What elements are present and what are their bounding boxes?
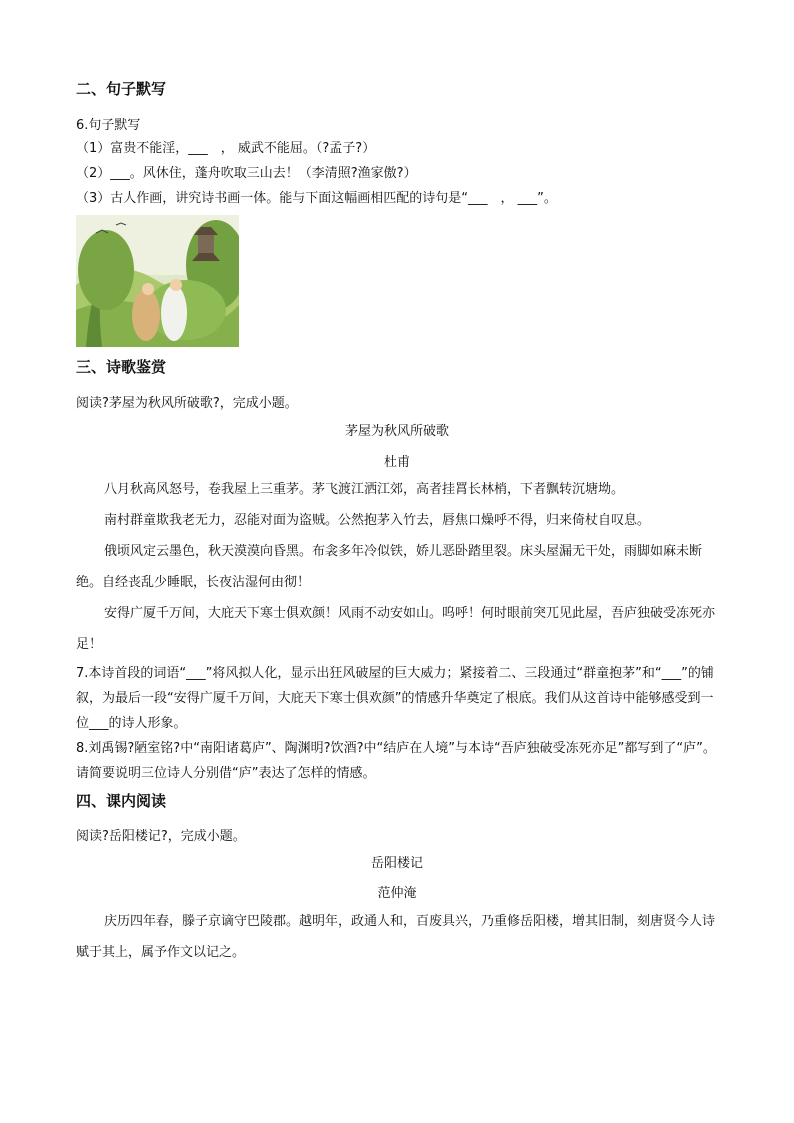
painting-illustration [76, 215, 239, 347]
poem-stanza-2: 南村群童欺我老无力，忍能对面为盗贼。公然抱茅入竹去，唇焦口燥呼不得，归来倚杖自叹息。 [104, 513, 651, 528]
poem-stanza-1: 八月秋高风怒号，卷我屋上三重茅。茅飞渡江洒江郊，高者挂罥长林梢，下者飘转沉塘坳。 [104, 482, 625, 497]
text-paragraph-1: 庆历四年春，滕子京谪守巴陵郡。越明年，政通人和，百废具兴，乃重修岳阳楼，增其旧制，刻唐贤今人诗赋于其上，属予作文以记之。 [76, 914, 716, 960]
question-6-item-2: （2）___。风休住，蓬舟吹取三山去！（李清照?渔家傲?） [76, 166, 417, 181]
poem-stanza-4: 安得广厦千万间，大庇天下寒士俱欢颜！风雨不动安如山。呜呼！何时眼前突兀见此屋，吾庐独破受冻死亦足！ [76, 606, 716, 652]
reading-instruction: 阅读?茅屋为秋风所破歌?，完成小题。 [76, 396, 298, 411]
section-heading-sentence-dictation: 二、句子默写 [76, 80, 167, 98]
poem-title: 茅屋为秋风所破歌 [344, 424, 449, 439]
poem-stanza-3: 俄顷风定云墨色，秋天漠漠向昏黑。布衾多年冷似铁，娇儿恶卧踏里裂。床头屋漏无干处，雨脚如麻未断绝。自经丧乱少睡眠，长夜沾湿何由彻！ [76, 544, 703, 590]
question-7: 7.本诗首段的词语“___”将风拟人化，显示出狂风破屋的巨大威力；紧接着二、三段通过“群童抱茅”和“___”的铺叙，为最后一段“安得广厦千万间，大庇天下寒士俱欢颜”的情感升华奠定了根底。我们从这首诗中能够感受到一位___的诗人形象。 [76, 666, 714, 731]
question-8: 8.刘禹锡?陋室铭?中“南阳诸葛庐”、陶渊明?饮酒?中“结庐在人境”与本诗“吾庐独破受冻死亦足”都写到了“庐”。请简要说明三位诗人分别借“庐”表达了怎样的情感。 [76, 741, 716, 781]
text-title: 岳阳楼记 [370, 856, 423, 871]
text-author: 范仲淹 [377, 886, 417, 901]
section-heading-in-class-reading: 四、课内阅读 [76, 792, 167, 810]
reading-instruction-2: 阅读?岳阳楼记?，完成小题。 [76, 829, 246, 844]
question-6-item-3: （3）古人作画，讲究诗书画一体。能与下面这幅画相匹配的诗句是“___ ， ___”。 [76, 191, 557, 206]
poem-author: 杜甫 [383, 455, 410, 470]
question-6-item-1: （1）富贵不能淫，___ ， 威武不能屈。（?孟子?） [76, 141, 376, 156]
question-6-heading: 6.句子默写 [76, 118, 141, 133]
section-heading-poetry-appreciation: 三、诗歌鉴赏 [76, 358, 167, 376]
